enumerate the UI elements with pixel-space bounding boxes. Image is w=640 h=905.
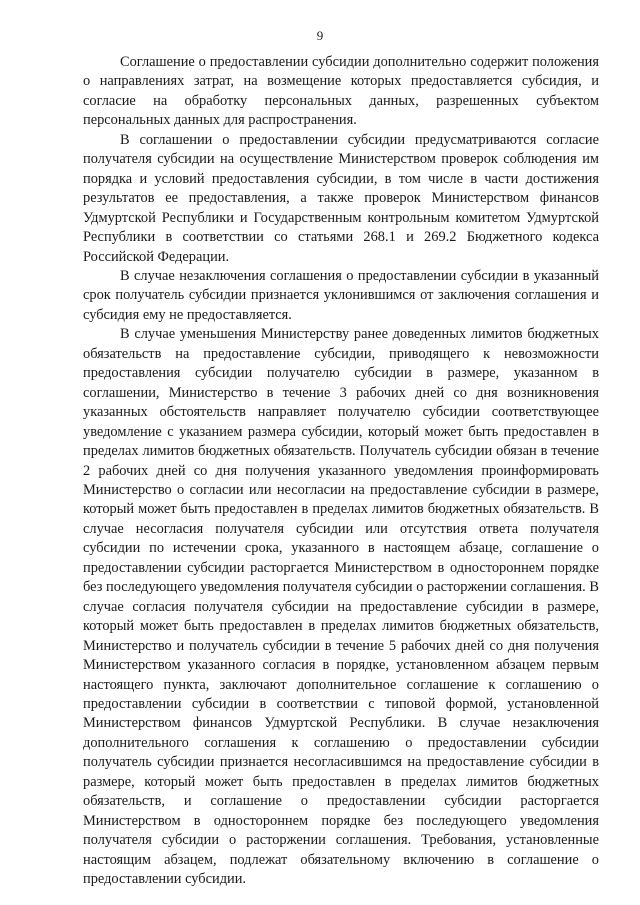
paragraph-limits-reduction: В случае уменьшения Министерству ранее доведенных лимитов бюджетных обязательств на предоставление субсидии, приводящего к невозможности предоставления субсидии получателю субсидии в размере, указанном в соглашении, Министерство в течение 3 рабочих дней со дня возникновения указанных обстоятельств направляет получателю субсидии соответствующее уведомление с указанием размера субсидии, который может быть предоставлен в пределах лимитов бюджетных обязательств. Получатель субсидии обязан в течение 2 рабочих дней со дня получения указанного уведомления проинформировать Министерство о согласии или несогласии на предоставление субсидии в размере, который может быть предоставлен в пределах лимитов бюджетных обязательств. В случае несогласия получателя субсидии или отсутствия ответа получателя субсидии по истечении срока, указанного в настоящем абзаце, соглашение о предоставлении субсидии расторгается Министерством в одностороннем порядке без последующего уведомления получателя субсидии о расторжении соглашения. В случае согласия получателя субсидии на предоставление субсидии в размере, который может быть предоставлен в пределах лимитов бюджетных обязательств, Министерство и получатель субсидии в течение 5 рабочих дней со дня получения Министерством указанного согласия в порядке, установленном абзацем первым настоящего пункта, заключают дополнительное соглашение к соглашению о предоставлении субсидии в соответствии с типовой формой, установленной Министерством финансов Удмуртской Республики. В случае незаключения дополнительного соглашения к соглашению о предоставлении субсидии получатель субсидии признается несогласившимся на предоставление субсидии в размере, который может быть предоставлен в пределах лимитов бюджетных обязательств, и соглашение о предоставлении субсидии расторгается Министерством в одностороннем порядке без последующего уведомления получателя субсидии о расторжении соглашения. Требования, установленные настоящим абзацем, подлежат обязательному включению в соглашение о предоставлении субсидии. bbox=[83, 326, 599, 888]
paragraph-non-conclusion: В случае незаключения соглашения о предоставлении субсидии в указанный срок получатель субсидии признается уклонившимся от заключения соглашения и субсидия ему не предоставляется. bbox=[83, 267, 599, 323]
paragraph-agreement-provisions: Соглашение о предоставлении субсидии дополнительно содержит положения о направлениях затрат, на возмещение которых предоставляется субсидия, и согласие на обработку персональных данных, разрешенных субъектом персональных данных для распространения. bbox=[83, 54, 599, 129]
paragraph-inspection-consent: В соглашении о предоставлении субсидии предусматриваются согласие получателя субсидии на осуществление Министерством проверок соблюдения им порядка и условий предоставления субсидии, в том числе в части достижения результатов ее предоставления, а также проверок Министерством финансов Удмуртской Республики и Государственным контрольным комитетом Удмуртской Республики в соответствии со статьями 268.1 и 269.2 Бюджетного кодекса Российской Федерации. bbox=[83, 131, 599, 265]
page-number: 9 bbox=[316, 28, 324, 43]
document-body bbox=[83, 53, 599, 889]
